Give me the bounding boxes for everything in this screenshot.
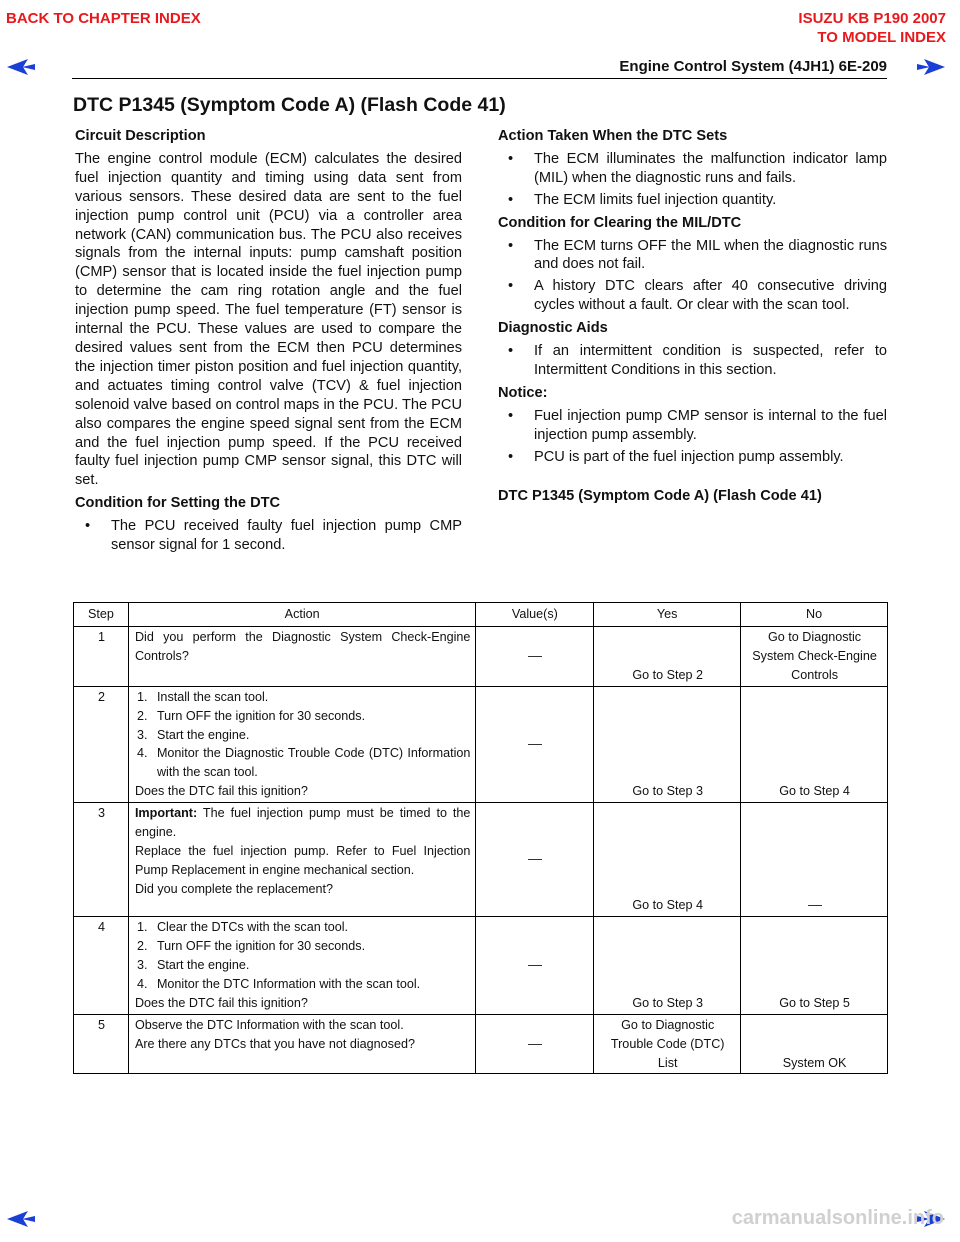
step-no: Go to Diagnostic System Check-Engine Controls xyxy=(741,627,888,687)
running-header: Engine Control System (4JH1) 6E-209 xyxy=(619,58,887,75)
dash-icon xyxy=(528,965,542,966)
table-row xyxy=(74,686,888,802)
circuit-description-text: The engine control module (ECM) calculates the desired fuel injection quantity and timing using data sent from various sensors. These desired data are sent to the fuel injection pump control unit (PCU) via a controller area network (CAN) communication bus. The PCU also receives signals from the internal inputs: pump camshaft position (CMP) sensor that is located inside the fuel injection pump to determine the cam ring rotation angle and the fuel injection pump speed. The fuel temperature (FT) sensor is internal the PCU. These values are used to compare the desired values sent from the ECM then PCU determines the injection timer piston position and fuel injection quantity, and actuates timing control valve (TCV) & fuel injection solenoid valve based on control maps in the PCU. The PCU also compares the engine speed signal sent from the ECM and the fuel injection pump speed. If the PCU received faulty fuel injection pump CMP sensor signal, this DTC will set. xyxy=(75,150,462,489)
important-note: Important: The fuel injection pump must be timed to the engine. xyxy=(134,806,471,840)
bullet-icon: • xyxy=(508,191,514,208)
step-value xyxy=(476,627,594,687)
column-header-no: No xyxy=(741,603,888,627)
dash-icon xyxy=(528,859,542,860)
table-header-row xyxy=(74,603,888,627)
list-item: 4. Monitor the DTC Information with the scan tool. xyxy=(136,976,421,991)
notice-list xyxy=(498,407,887,467)
list-item: • The ECM illuminates the malfunction indicator lamp (MIL) when the diagnostic runs and fails. xyxy=(508,150,887,186)
step-question: Does the DTC fail this ignition? xyxy=(134,995,308,1010)
list-item: • PCU is part of the fuel injection pump assembly. xyxy=(508,448,844,465)
step-value xyxy=(476,686,594,802)
bullet-icon: • xyxy=(508,407,514,424)
list-item: • The ECM turns OFF the MIL when the diagnostic runs and does not fail. xyxy=(508,237,887,273)
step-yes: Go to Step 4 xyxy=(594,803,741,917)
step-yes: Go to Step 3 xyxy=(594,917,741,1015)
table-title: DTC P1345 (Symptom Code A) (Flash Code 41) xyxy=(498,487,822,504)
list-item: • If an intermittent condition is suspected, refer to Intermittent Conditions in this section. xyxy=(508,343,887,378)
column-header-yes: Yes xyxy=(594,603,741,627)
list-item: • The ECM limits fuel injection quantity. xyxy=(508,191,777,208)
diagnostic-aids-heading: Diagnostic Aids xyxy=(498,320,608,337)
circuit-description-heading: Circuit Description xyxy=(75,128,206,144)
action-taken-heading: Action Taken When the DTC Sets xyxy=(498,128,728,144)
step-action xyxy=(128,917,476,1015)
diagnostic-aids-list xyxy=(498,342,887,380)
step-action: Did you perform the Diagnostic System Check-Engine Controls? xyxy=(128,627,476,687)
step-question: Does the DTC fail this ignition? xyxy=(134,784,308,799)
back-to-chapter-index-link[interactable]: BACK TO CHAPTER INDEX xyxy=(6,10,201,27)
step-instruction: Replace the fuel injection pump. Refer to Fuel Injection Pump Replacement in engine mechanical section. xyxy=(134,843,471,877)
list-item: 2. Turn OFF the ignition for 30 seconds. xyxy=(136,939,366,954)
bullet-icon: • xyxy=(85,518,91,535)
column-header-step: Step xyxy=(74,603,129,627)
step-instruction: Observe the DTC Information with the scan tool. xyxy=(134,1017,404,1032)
list-item: • The PCU received faulty fuel injection pump CMP sensor signal for 1 second. xyxy=(85,518,462,554)
header-divider xyxy=(72,78,887,79)
page-title: DTC P1345 (Symptom Code A) (Flash Code 41) xyxy=(73,94,506,116)
step-action xyxy=(128,686,476,802)
next-page-arrow-icon[interactable] xyxy=(916,58,946,76)
bullet-icon: • xyxy=(508,343,514,360)
step-value xyxy=(476,917,594,1015)
table-row xyxy=(74,1014,888,1074)
dash-icon xyxy=(528,744,542,745)
step-value xyxy=(476,1014,594,1074)
step-number: 4 xyxy=(74,917,129,1015)
column-header-action: Action xyxy=(128,603,476,627)
to-model-index-link[interactable]: TO MODEL INDEX xyxy=(817,29,946,46)
step-no xyxy=(741,803,888,917)
table-row xyxy=(74,917,888,1015)
action-taken-list xyxy=(498,150,887,210)
bullet-icon: • xyxy=(508,448,514,465)
right-column xyxy=(498,127,887,505)
dash-icon xyxy=(528,656,542,657)
list-item: 4. Monitor the Diagnostic Trouble Code (DTC) Information with the scan tool. xyxy=(136,746,471,780)
step-question: Are there any DTCs that you have not diagnosed? xyxy=(134,1036,415,1051)
previous-page-arrow-bottom-icon[interactable] xyxy=(6,1210,36,1228)
step-number: 3 xyxy=(74,803,129,917)
bullet-icon: • xyxy=(508,237,514,254)
list-item: 3. Start the engine. xyxy=(136,727,250,742)
step-action-list xyxy=(135,688,471,783)
watermark: carmanualsonline.info xyxy=(731,1207,944,1229)
step-no: Go to Step 5 xyxy=(741,917,888,1015)
step-value xyxy=(476,803,594,917)
step-no: Go to Step 4 xyxy=(741,686,888,802)
table-row xyxy=(74,627,888,687)
clearing-mil-heading: Condition for Clearing the MIL/DTC xyxy=(498,214,742,231)
clearing-mil-list xyxy=(498,237,887,316)
list-item: 1. Clear the DTCs with the scan tool. xyxy=(136,920,349,935)
list-item: 2. Turn OFF the ignition for 30 seconds. xyxy=(136,708,366,723)
diagnostic-table xyxy=(73,602,888,1074)
step-yes: Go to Step 2 xyxy=(594,627,741,687)
step-no: System OK xyxy=(741,1014,888,1074)
previous-page-arrow-icon[interactable] xyxy=(6,58,36,76)
step-number: 1 xyxy=(74,627,129,687)
step-action xyxy=(128,1014,476,1074)
step-action xyxy=(128,803,476,917)
dash-icon xyxy=(808,905,822,906)
step-number: 5 xyxy=(74,1014,129,1074)
setting-dtc-heading: Condition for Setting the DTC xyxy=(75,495,281,512)
step-action-list xyxy=(135,918,471,994)
step-yes: Go to Step 3 xyxy=(594,686,741,802)
list-item: • A history DTC clears after 40 consecutive driving cycles without a fault. Or clear with the scan tool. xyxy=(508,278,887,314)
dash-icon xyxy=(528,1044,542,1045)
step-question: Did you complete the replacement? xyxy=(134,881,334,896)
list-item: 1. Install the scan tool. xyxy=(136,689,269,704)
model-title: ISUZU KB P190 2007 xyxy=(798,10,946,27)
column-header-values: Value(s) xyxy=(476,603,594,627)
list-item: • Fuel injection pump CMP sensor is internal to the fuel injection pump assembly. xyxy=(508,407,887,443)
left-column xyxy=(75,127,462,559)
bullet-icon: • xyxy=(508,278,514,295)
step-yes: Go to Diagnostic Trouble Code (DTC) List xyxy=(594,1014,741,1074)
setting-dtc-list xyxy=(75,517,462,555)
list-item: 3. Start the engine. xyxy=(136,957,250,972)
step-number: 2 xyxy=(74,686,129,802)
notice-heading: Notice: xyxy=(498,384,548,401)
bullet-icon: • xyxy=(508,150,514,167)
table-row xyxy=(74,803,888,917)
